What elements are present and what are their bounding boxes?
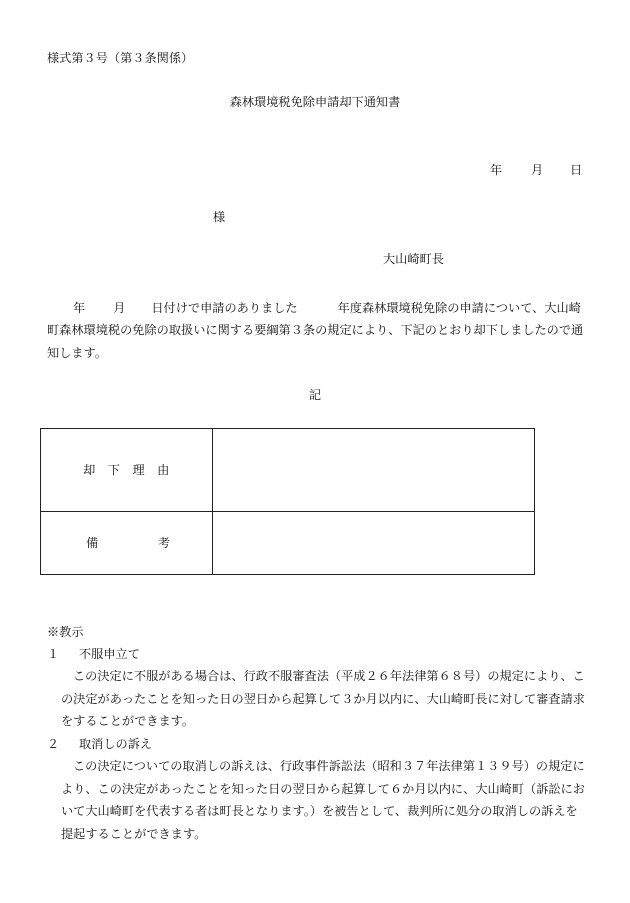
ki-label: 記 [308, 388, 322, 402]
notice-body [47, 297, 587, 364]
table-row [41, 512, 535, 575]
item-text: この決定に不服がある場合は、行政不服審査法（平成２６年法律第６８号）の規定により、この決定があったことを知った日の翌日から起算して３か月以内に、大山崎町長に対して審査請求をすることができます。 [61, 669, 585, 729]
item-number: ２ [47, 737, 60, 751]
body-main-text: 年度森林環境税免除の申請について、大山崎町森林環境税の免除の取扱いに関する要綱第３条の規定により、下記のとおり却下しましたので通知します。 [47, 301, 584, 360]
item-title: 取消しの訴え [79, 737, 153, 751]
remarks-value-cell [213, 512, 535, 575]
reason-label: 却下理由 [83, 462, 182, 477]
remarks-label-cell [41, 512, 213, 575]
item-number: １ [47, 647, 60, 661]
body-year-label: 年 [73, 301, 86, 315]
issuer-name: 大山崎町長 [383, 252, 444, 266]
date-year-label: 年 [490, 163, 503, 177]
item-text: この決定についての取消しの訴えは、行政事件訴訟法（昭和３７年法律第１３９号）の規定により、この決定があったことを知った日の翌日から起算して６か月以内に、大山崎町（訴訟において大山崎町を代表する者は町長となります。）を被告として、裁判所に処分の取消しの訴えを提起することができます。 [61, 759, 585, 841]
reason-value-cell [213, 429, 535, 512]
item-title: 不服申立て [79, 647, 140, 661]
addressee-suffix: 様 [213, 210, 226, 224]
instruction-item-appeal [47, 643, 587, 733]
remarks-label-second: 考 [157, 535, 170, 550]
table-row [41, 429, 535, 512]
remarks-label-first: 備 [86, 535, 99, 550]
reason-label-cell [41, 429, 213, 512]
body-month-label: 月 [113, 301, 126, 315]
instruction-item-lawsuit [47, 733, 587, 845]
document-title: 森林環境税免除申請却下通知書 [229, 95, 401, 109]
rejection-table [40, 428, 535, 575]
form-number: 様式第３号（第３条関係） [47, 51, 194, 65]
body-applied-text: 日付けで申請のありました [151, 301, 298, 315]
date-day-label: 日 [570, 163, 583, 177]
date-month-label: 月 [531, 163, 544, 177]
instruction-heading: ※教示 [47, 625, 84, 639]
